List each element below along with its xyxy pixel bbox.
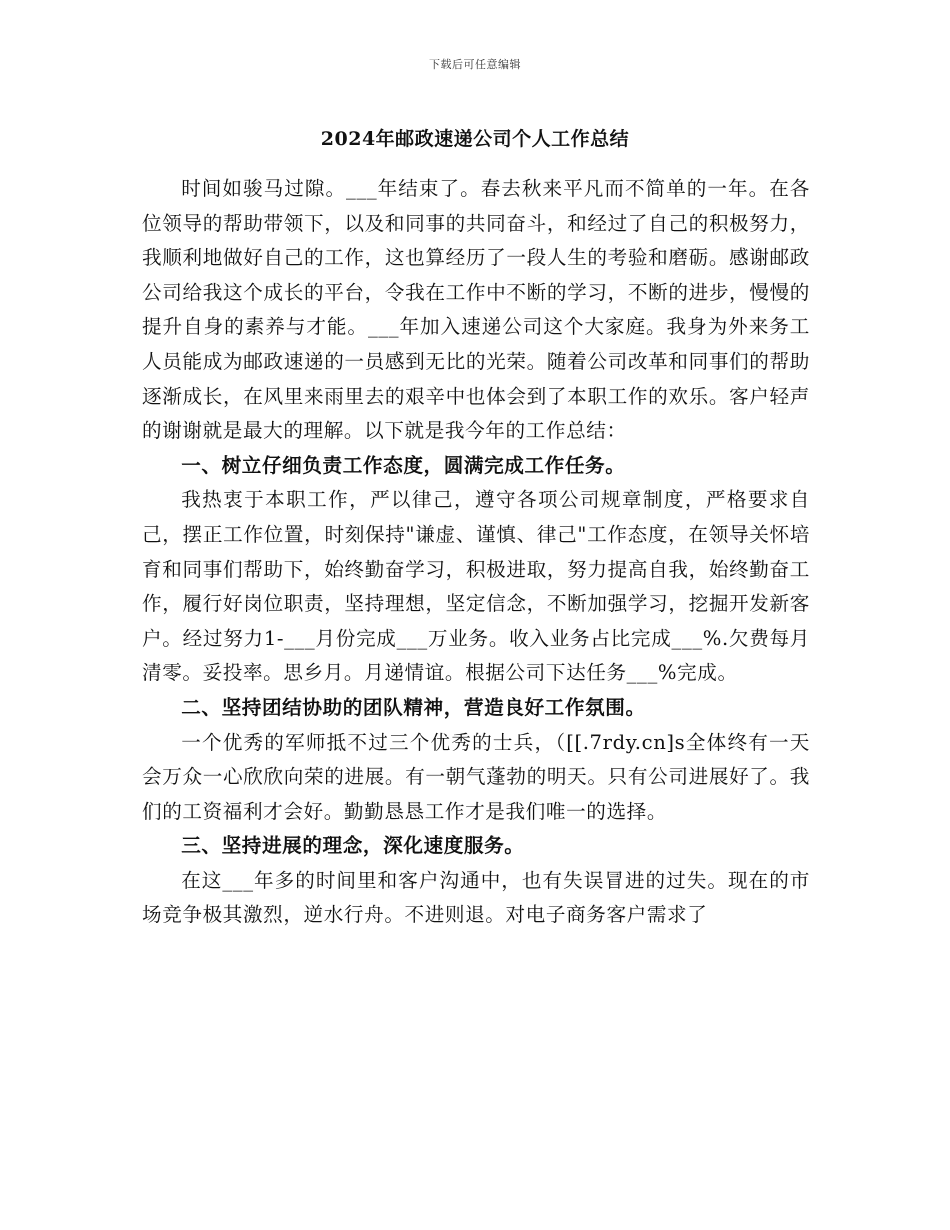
section-heading-2: 二、坚持团结协助的团队精神，营造良好工作氛围。 <box>181 695 646 719</box>
section-heading-1: 一、树立仔细负责工作态度，圆满完成工作任务。 <box>181 453 626 477</box>
section-2-paragraph: 一个优秀的军师抵不过三个优秀的士兵，（[[.7rdy.cn]s全体终有一天会万众一心欣欣向荣的进展。有一朝气蓬勃的明天。只有公司进展好了。我们的工资福利才会好。勤勤恳恳工作才是我们唯一的选择。 <box>142 730 810 823</box>
document-title: 2024年邮政速递公司个人工作总结 <box>320 128 630 150</box>
section-heading-3: 三、坚持进展的理念，深化速度服务。 <box>181 834 525 858</box>
section-1-paragraph: 我热衷于本职工作，严以律己，遵守各项公司规章制度，严格要求自己，摆正工作位置，时刻保持"谦虚、谨慎、律己"工作态度，在领导关怀培育和同事们帮助下，始终勤奋学习，积极进取，努力提高自我，始终勤奋工作，履行好岗位职责，坚持理想，坚定信念，不断加强学习，挖掘开发新客户。经过努力1-___月份完成___万业务。收入业务占比完成___%.欠费每月清零。妥投率。思乡月。月递情谊。根据公司下达任务___%完成。 <box>142 488 810 685</box>
intro-paragraph: 时间如骏马过隙。___年结束了。春去秋来平凡而不简单的一年。在各位领导的帮助带领下，以及和同事的共同奋斗，和经过了自己的积极努力，我顺利地做好自己的工作，这也算经历了一段人生的考验和磨砺。感谢邮政公司给我这个成长的平台，令我在工作中不断的学习，不断的进步，慢慢的提升自身的素养与才能。___年加入速递公司这个大家庭。我身为外来务工人员能成为邮政速递的一员感到无比的光荣。随着公司改革和同事们的帮助逐渐成长，在风里来雨里去的艰辛中也体会到了本职工作的欢乐。客户轻声的谢谢就是最大的理解。以下就是我今年的工作总结： <box>142 177 810 443</box>
header-note: 下载后可任意编辑 <box>429 58 521 71</box>
section-3-paragraph: 在这___年多的时间里和客户沟通中，也有失误冒进的过失。现在的市场竞争极其激烈，逆水行舟。不进则退。对电子商务客户需求了 <box>142 868 810 927</box>
document-body <box>142 172 810 933</box>
